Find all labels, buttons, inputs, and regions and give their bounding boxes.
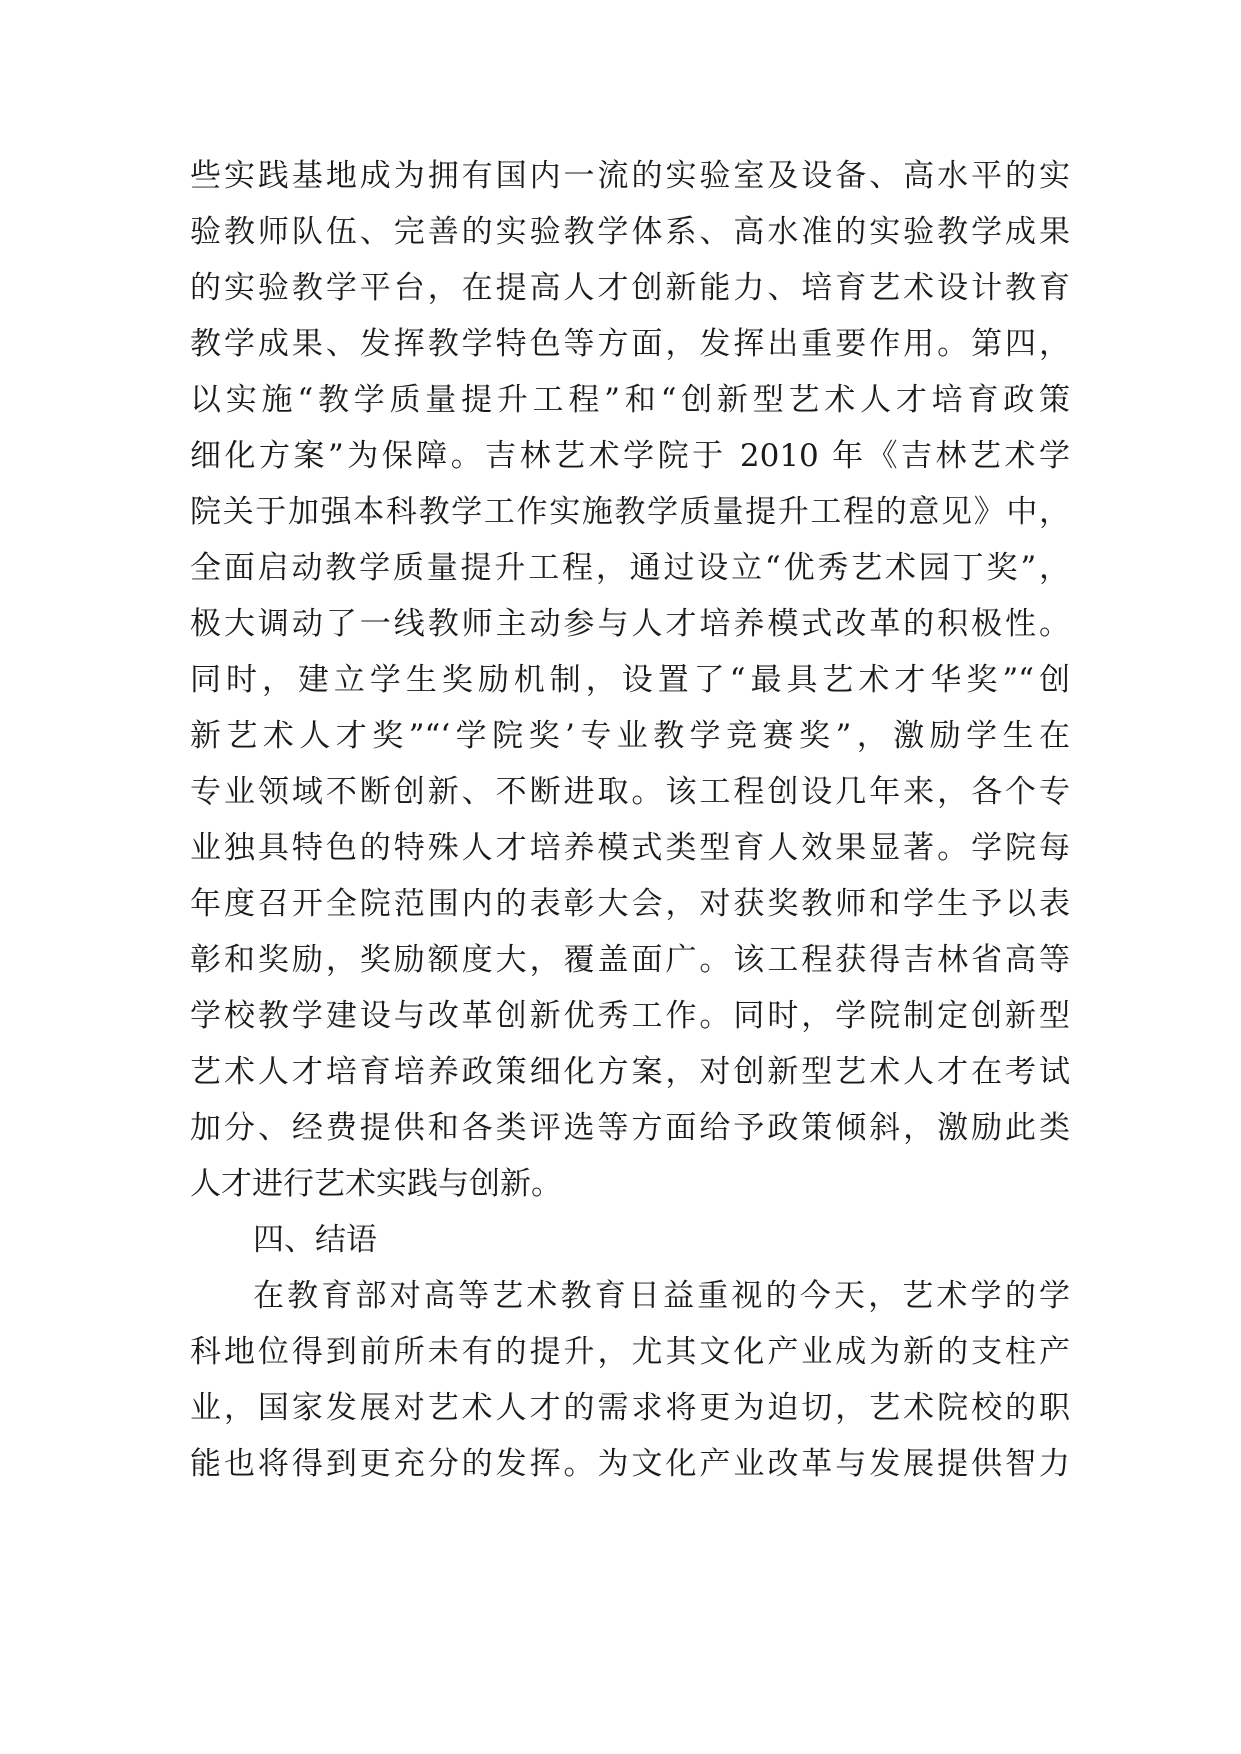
section-heading: 四、结语 (253, 1222, 377, 1258)
text-line: 在教育部对高等艺术教育日益重视的今天，艺术学的学 (253, 1278, 1070, 1314)
text-line: 细化方案”为保障。吉林艺术学院于 2010 年《吉林艺术学 (190, 438, 1070, 474)
text-line: 科地位得到前所未有的提升，尤其文化产业成为新的支柱产 (190, 1334, 1070, 1370)
text-line: 能也将得到更充分的发挥。为文化产业改革与发展提供智力 (190, 1446, 1070, 1482)
text-line: 全面启动教学质量提升工程，通过设立“优秀艺术园丁奖”， (190, 550, 1070, 586)
text-line: 的实验教学平台，在提高人才创新能力、培育艺术设计教育 (190, 270, 1070, 306)
text-line: 人才进行艺术实践与创新。 (190, 1166, 562, 1202)
text-line: 业独具特色的特殊人才培养模式类型育人效果显著。学院每 (190, 830, 1070, 866)
text-line: 艺术人才培育培养政策细化方案，对创新型艺术人才在考试 (190, 1054, 1070, 1090)
text-line: 以实施“教学质量提升工程”和“创新型艺术人才培育政策 (190, 382, 1070, 418)
text-line: 教学成果、发挥教学特色等方面，发挥出重要作用。第四， (190, 326, 1070, 362)
body-paragraph-1 (190, 148, 1070, 1212)
text-line: 彰和奖励，奖励额度大，覆盖面广。该工程获得吉林省高等 (190, 942, 1070, 978)
text-line: 学校教学建设与改革创新优秀工作。同时，学院制定创新型 (190, 998, 1070, 1034)
document-body (190, 148, 1070, 1492)
text-line: 年度召开全院范围内的表彰大会，对获奖教师和学生予以表 (190, 886, 1070, 922)
body-paragraph-2 (190, 1268, 1070, 1492)
text-line: 新艺术人才奖”“‘学院奖’专业教学竞赛奖”，激励学生在 (190, 718, 1070, 754)
text-line: 院关于加强本科教学工作实施教学质量提升工程的意见》中， (190, 494, 1070, 530)
text-line: 验教师队伍、完善的实验教学体系、高水准的实验教学成果 (190, 214, 1070, 250)
text-line: 些实践基地成为拥有国内一流的实验室及设备、高水平的实 (190, 158, 1070, 194)
text-line: 极大调动了一线教师主动参与人才培养模式改革的积极性。 (190, 606, 1070, 642)
text-line: 同时，建立学生奖励机制，设置了“最具艺术才华奖”“创 (190, 662, 1070, 698)
text-line: 专业领域不断创新、不断进取。该工程创设几年来，各个专 (190, 774, 1070, 810)
text-line: 加分、经费提供和各类评选等方面给予政策倾斜，激励此类 (190, 1110, 1070, 1146)
text-line: 业，国家发展对艺术人才的需求将更为迫切，艺术院校的职 (190, 1390, 1070, 1426)
